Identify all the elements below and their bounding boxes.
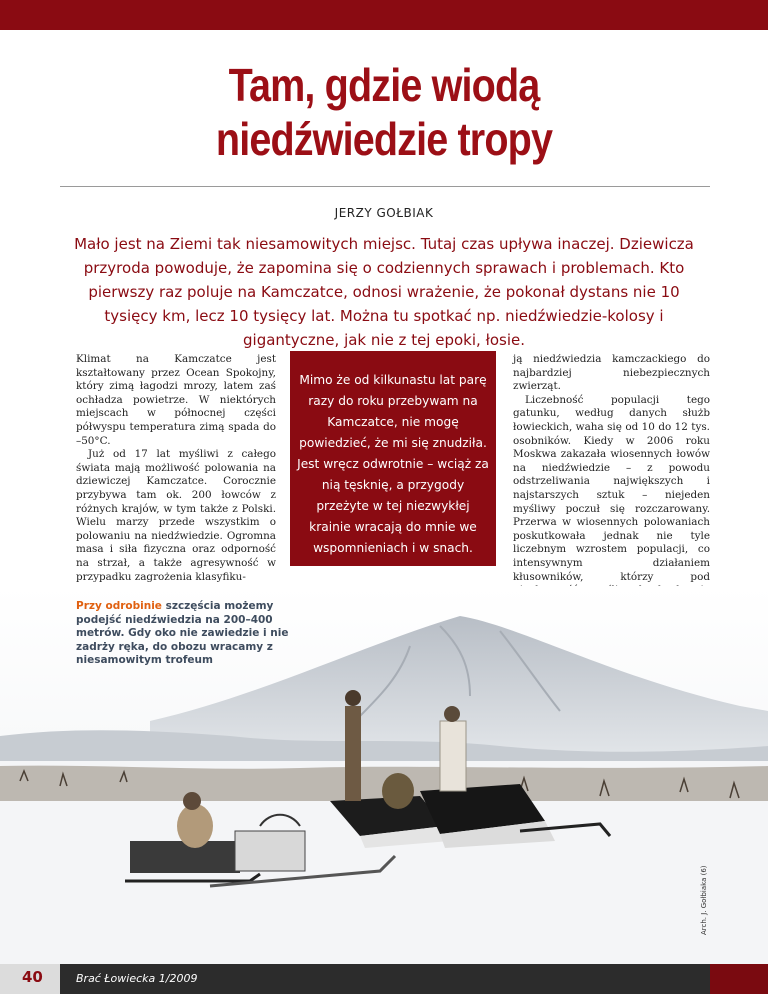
- body-paragraph: ją niedźwiedzia kamczackiego do najbardziej niebezpiecznych zwierząt.: [513, 353, 710, 393]
- title-divider: [60, 186, 710, 187]
- author-byline: JERZY GOŁBIAK: [334, 206, 434, 220]
- photo-caption: [76, 600, 316, 668]
- photo-credit: Arch. J. Gołbiaka (6): [700, 865, 708, 935]
- top-color-bar: [0, 0, 768, 30]
- page-number: 40: [22, 968, 43, 986]
- magazine-name: Brać Łowiecka 1/2009: [76, 972, 198, 985]
- body-paragraph: Już od 17 lat myśliwi z całego świata mają możliwość polowania na dziewiczej Kamczatce. Corocznie przybywa tam ok. 200 łowców z różnych krajów, w tym także z Polski. Wielu marzy przede wszystkim o polowaniu na niedźwiedzie. Ogromna masa i siła fizyczna oraz odporność na strzał, a także agresywność w przypadku zagrożenia klasyfiku-: [76, 448, 276, 583]
- article-title: [54, 58, 714, 166]
- body-paragraph: Liczebność populacji tego gatunku, według danych służb łowieckich, waha się od 10 do 12 tys. osobników. Kiedy w 2006 roku Moskwa zakazała wiosennych łowów na niedźwiedzie – z powodu odstrzeliwania największych i najstarszych sztuk – niejeden myśliwy poczuł się rozczarowany. Przerwa w wiosennych polowaniach poskutkowała jednak nie tyle liczebnym wzrostem populacji, co intensywnym działaniem kłusowników, którzy pod: [513, 393, 710, 583]
- body-paragraph: Klimat na Kamczatce jest kształtowany przez Ocean Spokojny, który zimą łagodzi mrozy, latem zaś ochładza powietrze. W niektórych miejscach w północnej części półwyspu temperatura zimą spada do –50°C.: [76, 353, 276, 447]
- body-column-left: [76, 353, 276, 584]
- caption-highlight: Przy odrobinie: [76, 600, 162, 612]
- title-line-2: niedźwiedzie tropy: [215, 113, 553, 165]
- lead-paragraph: Mało jest na Ziemi tak niesamowitych miejsc. Tutaj czas upływa inaczej. Dziewicza przyroda powoduje, że zapomina się o codziennych sprawach i problemach. Kto pierwszy raz poluje na Kamczatce, odnosi wrażenie, że pokonał dystans nie 10 tysięcy km, lecz 10 tysięcy lat. Można tu spotkać np. niedźwiedzie-kolosy i gigantyczne, jak nie z tej epoki, łosie.: [74, 235, 694, 349]
- pull-quote-text: Mimo że od kilkunastu lat parę razy do roku przebywam na Kamczatce, nie mogę powiedzieć, że mi się znudziła. Jest wręcz odwrotnie – wciąż za nią tęsknię, a przygody przeżyte w tej niezwykłej krainie wracają do mnie we wspomnieniach i w snach.: [297, 373, 489, 555]
- title-line-1: Tam, gdzie wiodą: [228, 59, 540, 111]
- footer-accent-block: [710, 964, 768, 994]
- page-number-block: [0, 964, 60, 994]
- body-column-right: [513, 353, 710, 625]
- caption-text: szczęścia możemy podejść niedźwiedzia na 200–400 metrów. Gdy oko nie zawiedzie i nie zadrży ręka, do obozu wracamy z niesamowitym trofeum: [76, 600, 289, 666]
